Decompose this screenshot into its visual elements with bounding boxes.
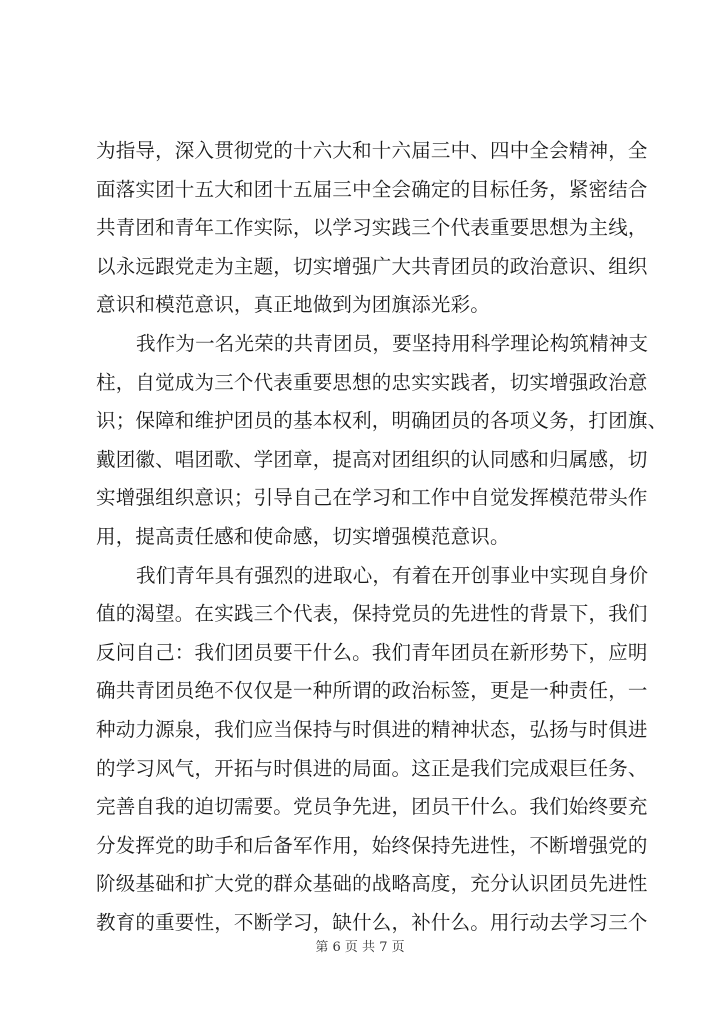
text-line: 确共青团员绝不仅仅是一种所谓的政治标签，更是一种责任，一: [96, 679, 648, 703]
text-line: 为指导，深入贯彻党的十六大和十六届三中、四中全会精神，全: [96, 139, 648, 162]
text-line: 反问自己：我们团员要干什么。我们青年团员在新形势下，应明: [96, 640, 648, 664]
text-line: 识；保障和维护团员的基本权利，明确团员的各项义务，打团旗、: [96, 409, 668, 433]
text-line: 戴团徽、唱团歌、学团章，提高对团组织的认同感和归属感，切: [96, 447, 648, 471]
text-line: 教育的重要性，不断学习，缺什么，补什么。用行动去学习三个: [96, 910, 648, 934]
text-line: 面落实团十五大和团十五届三中全会确定的目标任务，紧密结合: [96, 177, 648, 201]
text-line: 阶级基础和扩大党的群众基础的战略高度，充分认识团员先进性: [96, 872, 648, 896]
text-line: 意识和模范意识，真正地做到为团旗添光彩。: [96, 293, 491, 317]
text-line: 分发挥党的助手和后备军作用，始终保持先进性，不断增强党的: [96, 833, 648, 857]
text-line: 以永远跟党走为主题，切实增强广大共青团员的政治意识、组织: [96, 254, 648, 278]
text-line: 值的渴望。在实践三个代表，保持党员的先进性的背景下，我们: [96, 602, 648, 626]
text-line: 种动力源泉，我们应当保持与时俱进的精神状态，弘扬与时俱进: [96, 717, 648, 741]
text-line: 共青团和青年工作实际，以学习实践三个代表重要思想为主线，: [96, 216, 648, 240]
text-line: 实增强组织意识；引导自己在学习和工作中自觉发挥模范带头作: [96, 486, 648, 510]
text-line: 完善自我的迫切需要。党员争先进，团员干什么。我们始终要充: [96, 795, 648, 819]
text-line: 柱，自觉成为三个代表重要思想的忠实实践者，切实增强政治意: [96, 370, 648, 394]
text-line: 用，提高责任感和使命感，切实增强模范意识。: [96, 524, 510, 548]
text-line: 的学习风气，开拓与时俱进的局面。这正是我们完成艰巨任务、: [96, 756, 648, 780]
text-line: 我作为一名光荣的共青团员，要坚持用科学理论构筑精神支: [136, 331, 649, 355]
body-text: [96, 132, 668, 942]
text-line: 我们青年具有强烈的进取心，有着在开创事业中实现自身价: [136, 563, 649, 587]
page-number-footer: 第 6 页 共 7 页: [315, 940, 405, 955]
